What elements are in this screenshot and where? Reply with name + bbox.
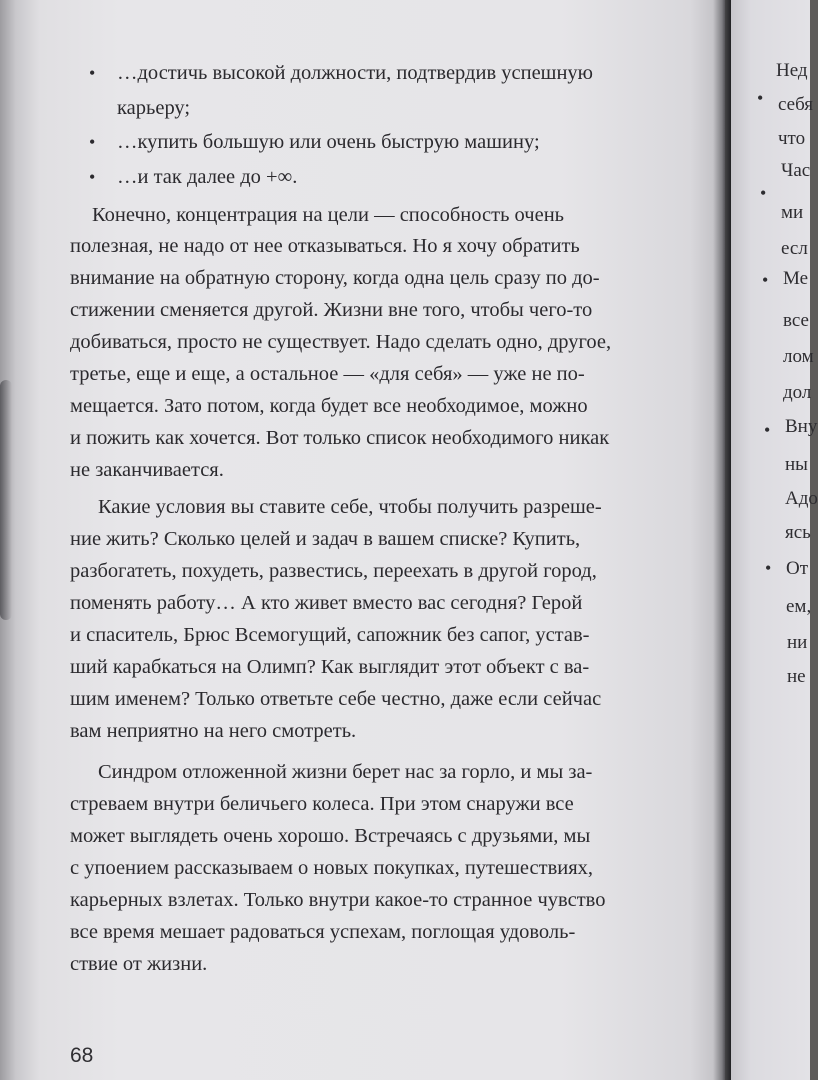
finger-shadow bbox=[0, 380, 12, 620]
text-line: стижении сменяется другой. Жизни вне того, чтобы чего-то bbox=[70, 299, 593, 321]
text-line: мещается. Зато потом, когда будет все необходимое, можно bbox=[70, 395, 588, 417]
right-fragment: себя bbox=[778, 94, 814, 115]
bullet-icon: • bbox=[89, 166, 96, 187]
text-line: ствие от жизни. bbox=[70, 953, 208, 975]
right-fragment: ми bbox=[781, 202, 804, 223]
text-line: не заканчивается. bbox=[70, 459, 224, 481]
bullet-icon: • bbox=[765, 558, 772, 578]
text-line: вам неприятно на него смотреть. bbox=[70, 720, 357, 742]
bullet-icon: • bbox=[764, 420, 771, 440]
text-line: внимание на обратную сторону, когда одна цель сразу по до- bbox=[70, 267, 600, 289]
right-fragment: не bbox=[787, 666, 806, 687]
text-line: все время мешает радоваться успехам, поглощая удоволь- bbox=[70, 921, 576, 943]
text-line: и спаситель, Брюс Всемогущий, сапожник без сапог, устав- bbox=[70, 624, 590, 646]
bullet-icon: • bbox=[757, 88, 764, 108]
bullet-line: …достичь высокой должности, подтвердив успешную bbox=[117, 62, 593, 84]
text-line: третье, еще и еще, а остальное — «для себя» — уже не по- bbox=[70, 363, 585, 385]
text-line: с упоением рассказываем о новых покупках, путешествиях, bbox=[70, 857, 594, 879]
right-fragment: Ме bbox=[783, 268, 809, 289]
right-fragment: дол bbox=[783, 382, 812, 403]
bullet-icon: • bbox=[762, 270, 769, 290]
page-number: 68 bbox=[70, 1044, 94, 1067]
right-fragment: Нед bbox=[776, 60, 808, 81]
bullet-item bbox=[87, 160, 642, 195]
bullet-icon: • bbox=[89, 132, 96, 152]
right-fragment: что bbox=[778, 128, 806, 149]
text-line: ние жить? Сколько целей и задач в вашем списке? Купить, bbox=[70, 528, 581, 550]
text-line: поменять работу… А кто живет вместо вас сегодня? Герой bbox=[70, 592, 583, 614]
text-line: карьерных взлетах. Только внутри какое-то странное чувство bbox=[70, 889, 606, 911]
text-line: добиваться, просто не существует. Надо сделать одно, другое, bbox=[70, 331, 612, 353]
bullet-line: …и так далее до +∞. bbox=[117, 165, 298, 188]
text-line: шим именем? Только ответьте себе честно, даже если сейчас bbox=[70, 688, 602, 710]
right-fragment: все bbox=[783, 310, 809, 331]
bullet-item bbox=[87, 125, 642, 160]
text-line: стреваем внутри беличьего колеса. При этом снаружи все bbox=[70, 793, 574, 815]
right-fragment: Адо bbox=[785, 488, 818, 509]
bullet-line: карьеру; bbox=[117, 96, 191, 119]
text-line: Конечно, концентрация на цели — способность очень bbox=[92, 204, 565, 226]
bullet-icon: • bbox=[760, 183, 767, 203]
right-fragment: От bbox=[786, 558, 809, 579]
right-fragment: лом bbox=[783, 346, 814, 367]
right-fragment: Вну bbox=[785, 416, 818, 437]
text-line: Синдром отложенной жизни берет нас за горло, и мы за- bbox=[98, 761, 593, 783]
text-line: полезная, не надо от нее отказываться. Но я хочу обратить bbox=[70, 235, 580, 257]
right-fragment: ны bbox=[785, 454, 808, 475]
text-line: ший карабкаться на Олимп? Как выглядит этот объект с ва- bbox=[70, 656, 590, 678]
right-page bbox=[731, 0, 818, 1080]
bullet-icon: • bbox=[89, 63, 96, 83]
right-fragment: ем, bbox=[786, 596, 812, 617]
right-fragment: ни bbox=[787, 632, 808, 653]
right-fragment: Час bbox=[781, 160, 811, 181]
bullet-list bbox=[87, 56, 642, 194]
text-line: и пожить как хочется. Вот только список необходимого никак bbox=[70, 427, 610, 449]
text-line: разбогатеть, похудеть, развестись, переехать в другой город, bbox=[70, 560, 597, 582]
bullet-item bbox=[87, 56, 642, 125]
text-line: может выглядеть очень хорошо. Встречаясь с друзьями, мы bbox=[70, 825, 591, 847]
right-fragment: есл bbox=[781, 238, 808, 259]
right-fragment: ясь bbox=[785, 522, 811, 543]
book-gutter bbox=[713, 0, 731, 1080]
text-line: Какие условия вы ставите себе, чтобы получить разреше- bbox=[98, 496, 602, 518]
bullet-line: …купить большую или очень быструю машину; bbox=[117, 131, 540, 153]
